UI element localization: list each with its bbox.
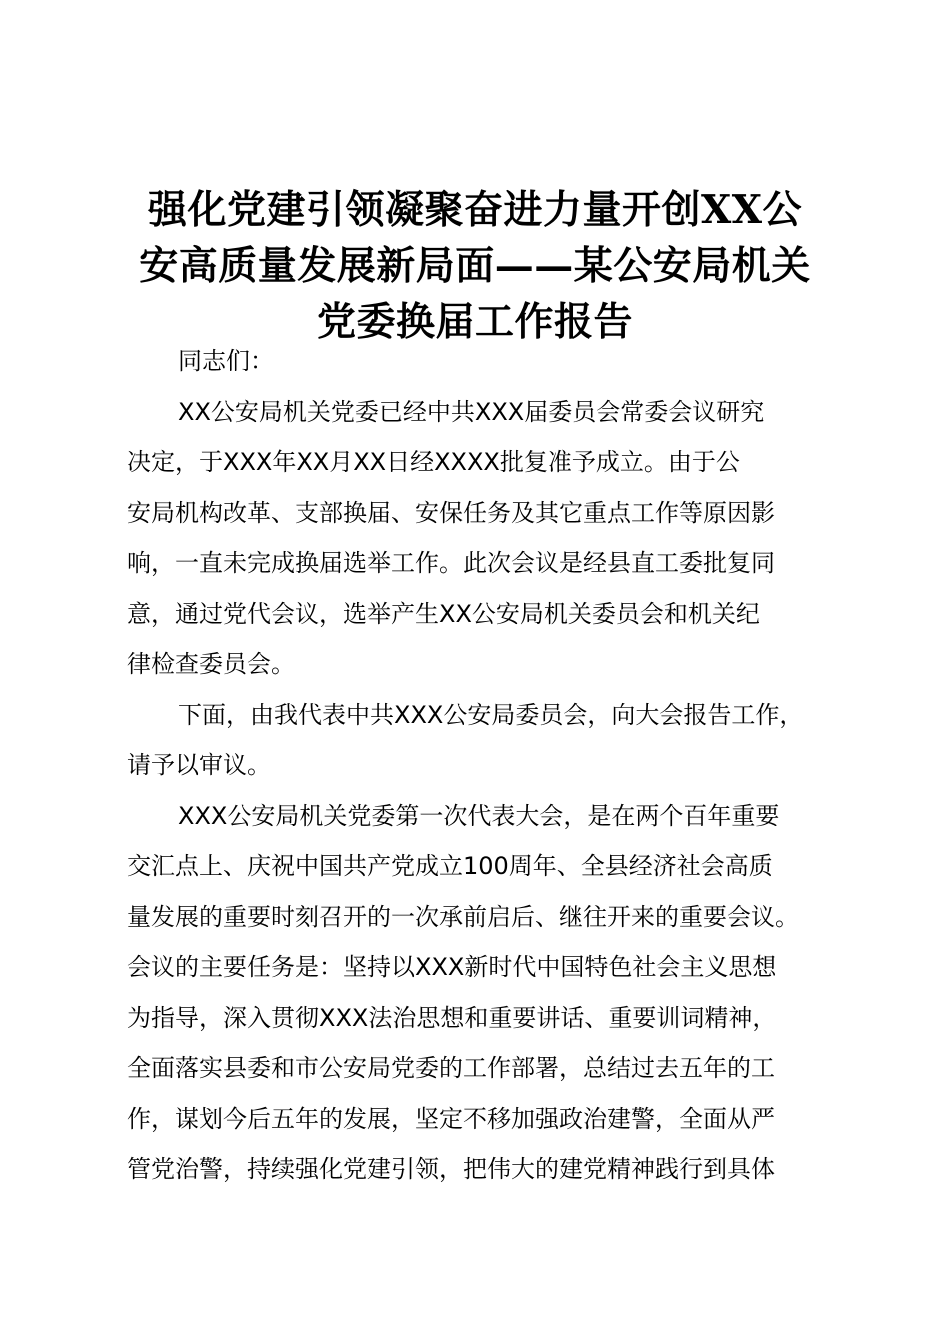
text-line: 作，谋划今后五年的发展，坚定不移加强政治建警，全面从严 bbox=[127, 1104, 775, 1133]
body-paragraph bbox=[127, 791, 833, 1195]
text-line: 决定，于XXX年XX月XX日经XXXX批复准予成立。由于公 bbox=[127, 448, 740, 476]
text-line: 请予以审议。 bbox=[127, 751, 271, 779]
text-line: 会议的主要任务是：坚持以XXX新时代中国特色社会主义思想 bbox=[127, 953, 777, 981]
title-line: 党委换届工作报告 bbox=[316, 299, 633, 345]
text-line: 同志们： bbox=[178, 347, 274, 375]
document-title bbox=[118, 182, 832, 350]
text-line: 律检查委员会。 bbox=[127, 650, 295, 678]
title-line: 安高质量发展新局面——某公安局机关 bbox=[139, 243, 811, 289]
title-line: 强化党建引领凝聚奋进力量开创XX公 bbox=[147, 187, 803, 233]
body-paragraph bbox=[127, 387, 833, 690]
text-line: XXX公安局机关党委第一次代表大会，是在两个百年重要 bbox=[178, 801, 780, 830]
text-line: 管党治警，持续强化党建引领，把伟大的建党精神践行到具体 bbox=[127, 1155, 775, 1183]
salutation-paragraph bbox=[127, 336, 833, 387]
text-line: XX公安局机关党委已经中共XXX届委员会常委会议研究 bbox=[178, 397, 765, 426]
text-line: 交汇点上、庆祝中国共产党成立100周年、全县经济社会高质 bbox=[127, 852, 773, 880]
text-line: 下面，由我代表中共XXX公安局委员会，向大会报告工作， bbox=[178, 700, 804, 729]
text-line: 量发展的重要时刻召开的一次承前启后、继往开来的重要会议。 bbox=[127, 902, 799, 931]
text-line: 安局机构改革、支部换届、安保任务及其它重点工作等原因影 bbox=[127, 498, 775, 527]
document-body bbox=[127, 336, 833, 1195]
body-paragraph bbox=[127, 690, 833, 791]
text-line: 响，一直未完成换届选举工作。此次会议是经县直工委批复同 bbox=[127, 549, 775, 577]
text-line: 意，通过党代会议，选举产生XX公安局机关委员会和机关纪 bbox=[127, 599, 760, 628]
text-line: 全面落实县委和市公安局党委的工作部署，总结过去五年的工 bbox=[127, 1054, 775, 1082]
text-line: 为指导，深入贯彻XXX法治思想和重要讲话、重要训词精神， bbox=[127, 1003, 777, 1032]
